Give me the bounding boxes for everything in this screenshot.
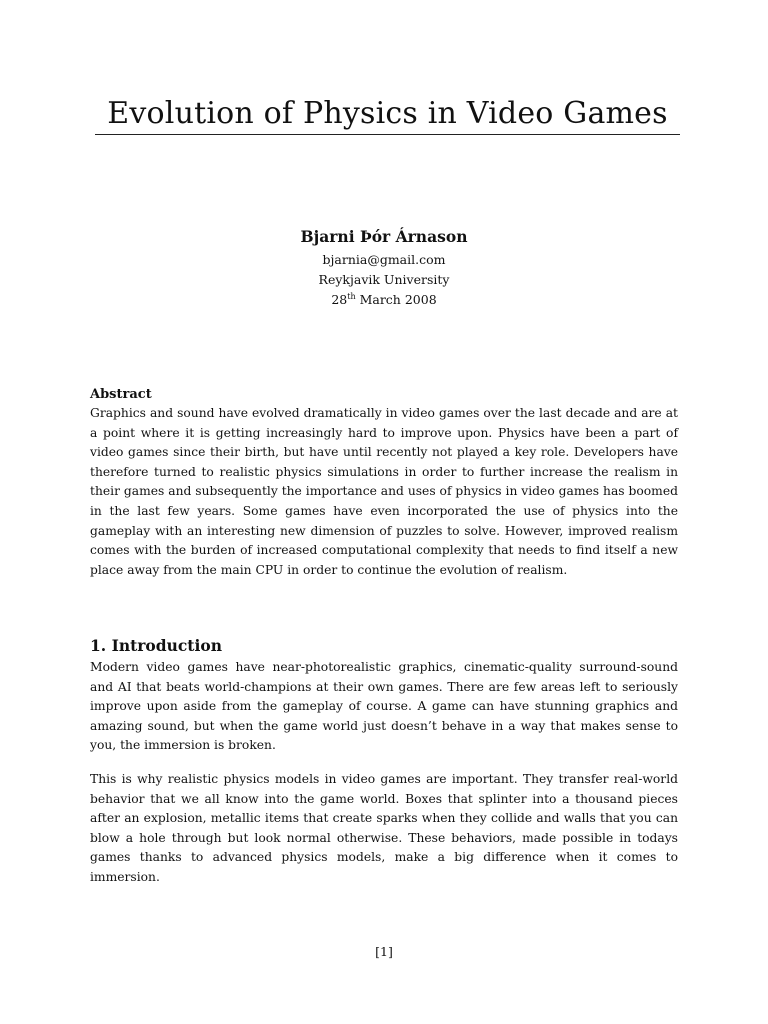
author-block <box>0 224 768 310</box>
page-number: [1] <box>375 944 393 959</box>
abstract-body: Graphics and sound have evolved dramatically in video games over the last decade and are at a point where it is getting increasingly hard to improve upon. Physics have been a part of video games since their birth, but have until recently not played a key role. Developers have therefore turned to realistic physics simulations in order to further increase the realism in their games and subsequently the importance and uses of physics in video games has boomed in the last few years. Some games have even incorporated the use of physics into the gameplay with an interesting new dimension of puzzles to solve. However, improved realism comes with the burden of increased computational complexity that needs to find itself a new place away from the main CPU in order to continue the evolution of realism. <box>90 406 678 577</box>
introduction-heading: 1. Introduction <box>90 636 222 655</box>
introduction-paragraph-1: Modern video games have near-photorealistic graphics, cinematic-quality surround-sound and AI that beats world-champions at their own games. There are few areas left to seriously improve upon aside from the gameplay of course. A game can have stunning graphics and amazing sound, but when the game world just doesn’t behave in a way that makes sense to you, the immersion is broken. <box>90 660 678 753</box>
date-day: 28 <box>331 292 348 307</box>
publication-date <box>0 290 768 310</box>
author-email: bjarnia@gmail.com <box>322 252 446 267</box>
author-name: Bjarni Þór Árnason <box>300 227 468 246</box>
paper-title: Evolution of Physics in Video Games <box>107 96 668 131</box>
title-underline <box>95 134 680 135</box>
abstract-heading: Abstract <box>90 387 152 402</box>
date-suffix: th <box>347 292 356 301</box>
author-affiliation: Reykjavik University <box>318 272 450 287</box>
date-rest: March 2008 <box>355 292 437 307</box>
introduction-paragraph-2: This is why realistic physics models in video games are important. They transfer real-world behavior that we all know into the game world. Boxes that splinter into a thousand pieces after an explosion, metallic items that create sparks when they collide and walls that you can blow a hole through but look normal otherwise. These behaviors, made possible in todays games thanks to advanced physics models, make a big difference when it comes to immersion. <box>90 772 678 884</box>
